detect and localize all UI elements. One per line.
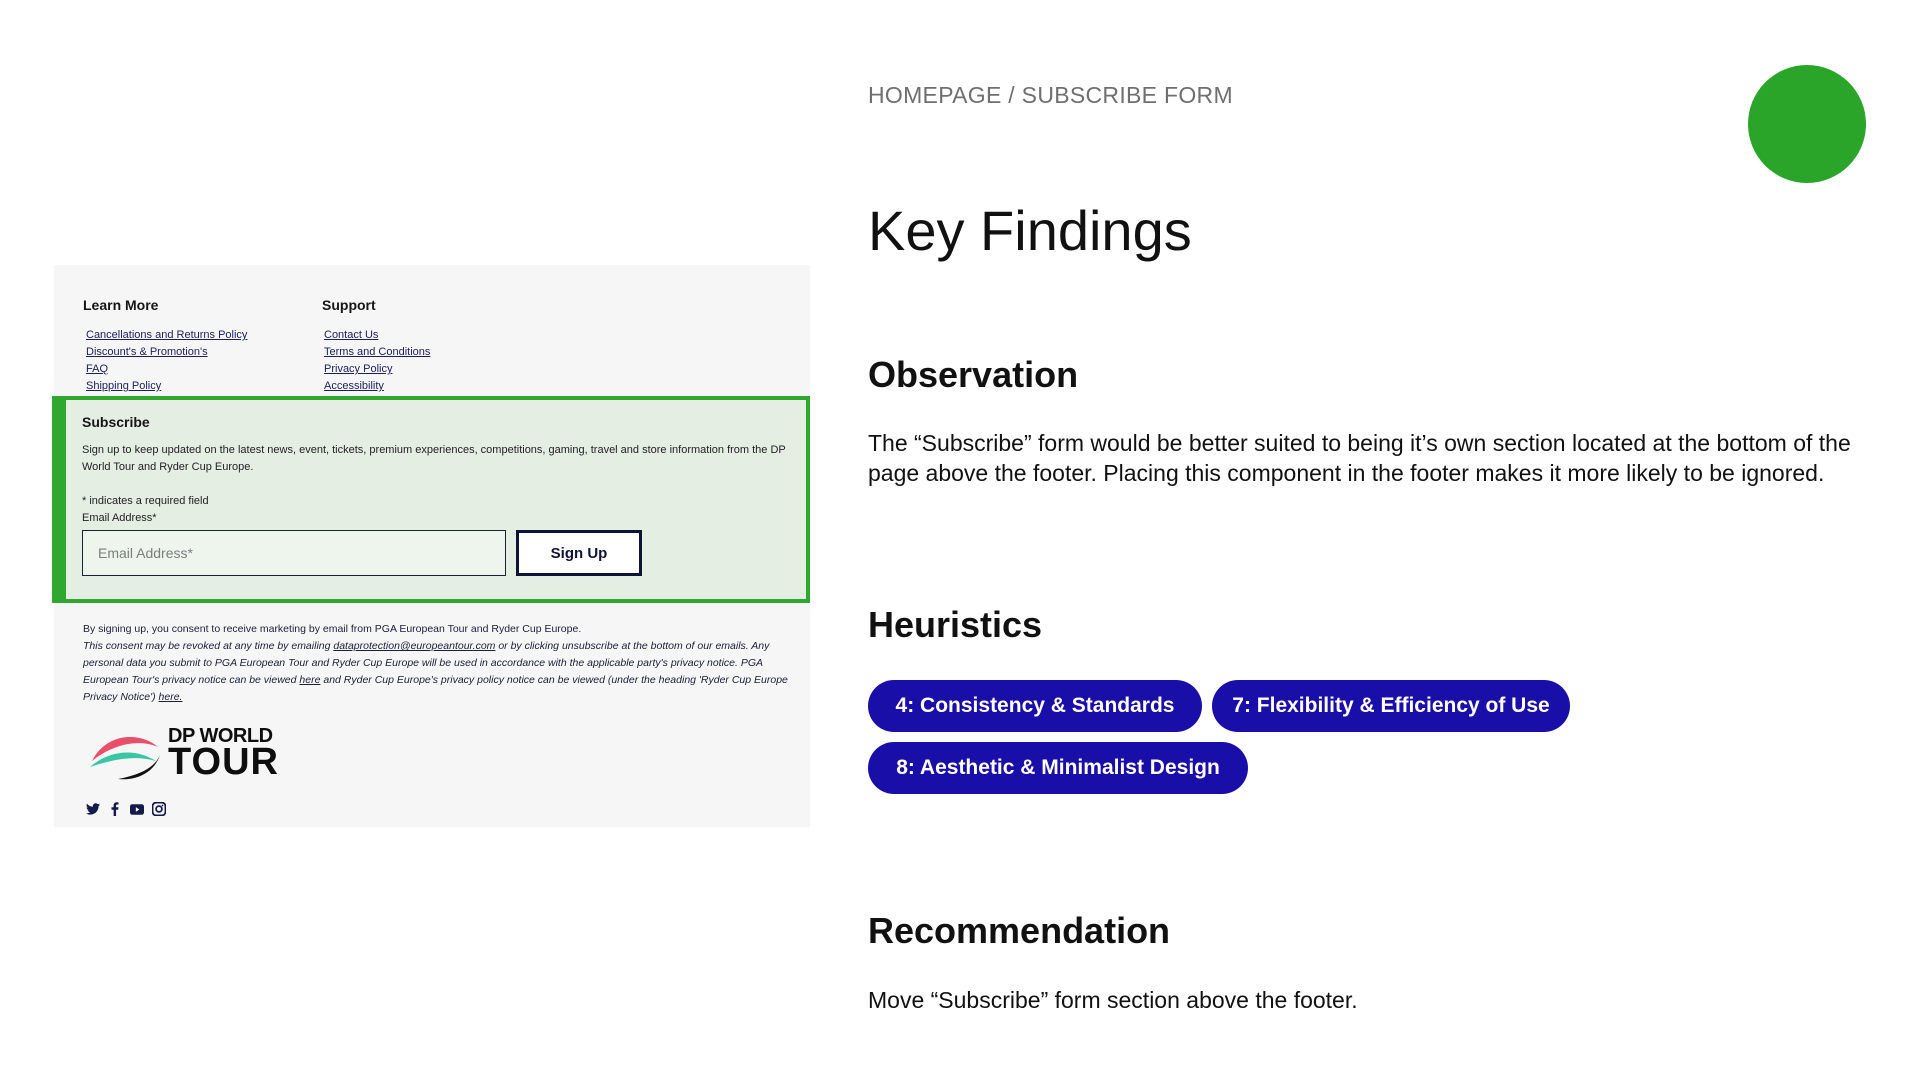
support-links: [324, 327, 430, 395]
subscribe-title: Subscribe: [82, 414, 150, 430]
recommendation-text: Move “Subscribe” form section above the footer.: [868, 987, 1358, 1013]
logo-text-top: DP WORLD: [168, 725, 273, 747]
consent-text-a: This consent may be revoked at any time by emailing: [83, 640, 334, 652]
link-faq[interactable]: FAQ: [86, 363, 109, 375]
heuristic-tag: 8: Aesthetic & Minimalist Design: [868, 742, 1248, 794]
social-links: [86, 802, 166, 816]
subscribe-description: Sign up to keep updated on the latest news, event, tickets, premium experiences, competitions, gaming, travel and store information from the DP World Tour and Ryder Cup Europe.: [82, 444, 786, 473]
subscribe-section-highlight: [52, 396, 810, 603]
twitter-icon[interactable]: [86, 802, 100, 816]
consent-text-c: and Ryder Cup Europe's privacy policy notice can be viewed (under the heading 'Ryder Cup Europe Privacy Notice'): [83, 674, 788, 703]
link-accessibility[interactable]: Accessibility: [324, 380, 384, 392]
status-indicator-dot: [1748, 65, 1866, 183]
logo-text-bottom: TOUR: [168, 741, 279, 783]
learn-more-title: Learn More: [83, 297, 159, 313]
email-input[interactable]: [82, 530, 506, 576]
sign-up-button[interactable]: Sign Up: [516, 530, 642, 576]
consent-text: [83, 621, 793, 706]
page-title: Key Findings: [868, 199, 1192, 262]
highlight-bar: [52, 396, 66, 603]
observation-heading: Observation: [868, 354, 1079, 395]
breadcrumb: HOMEPAGE / SUBSCRIBE FORM: [868, 82, 1233, 108]
instagram-icon[interactable]: [152, 802, 166, 816]
logo-swoosh-icon: [88, 725, 168, 783]
link-cancellations[interactable]: Cancellations and Returns Policy: [86, 329, 248, 341]
youtube-icon[interactable]: [130, 802, 144, 816]
required-field-note: * indicates a required field: [82, 495, 209, 507]
footer-screenshot: [54, 265, 810, 827]
email-label: Email Address*: [82, 512, 157, 524]
consent-line-1: By signing up, you consent to receive marketing by email from PGA European Tour and Ryder Cup Europe.: [83, 623, 582, 635]
consent-text-b: or by clicking unsubscribe at the bottom of our emails. Any personal data you submit to PGA European Tour and Ryder Cup Europe will be used in accordance with the applicable party's privacy notice. PGA European Tour's privacy notice can be viewed: [83, 640, 770, 686]
observation-text: The “Subscribe” form would be better suited to being it’s own section located at the bottom of the page above the footer. Placing this component in the footer makes it more likely to be ignored.: [868, 430, 1851, 486]
consent-line-2: [83, 638, 793, 706]
heuristic-tag: 7: Flexibility & Efficiency of Use: [1212, 680, 1570, 732]
email-link[interactable]: dataprotection@europeantour.com: [333, 640, 496, 652]
learn-more-links: [86, 327, 247, 395]
heuristic-tag: 4: Consistency & Standards: [868, 680, 1202, 732]
facebook-icon[interactable]: [108, 802, 122, 816]
dp-world-tour-logo[interactable]: [88, 725, 298, 785]
privacy-here-link[interactable]: here: [299, 674, 321, 686]
support-title: Support: [322, 297, 376, 313]
link-terms[interactable]: Terms and Conditions: [324, 346, 431, 358]
link-shipping[interactable]: Shipping Policy: [86, 380, 162, 392]
heuristics-heading: Heuristics: [868, 604, 1043, 645]
recommendation-heading: Recommendation: [868, 910, 1171, 951]
link-privacy[interactable]: Privacy Policy: [324, 363, 393, 375]
link-contact-us[interactable]: Contact Us: [324, 329, 379, 341]
link-discounts[interactable]: Discount's & Promotion's: [86, 346, 208, 358]
ryder-here-link[interactable]: here.: [158, 691, 183, 703]
